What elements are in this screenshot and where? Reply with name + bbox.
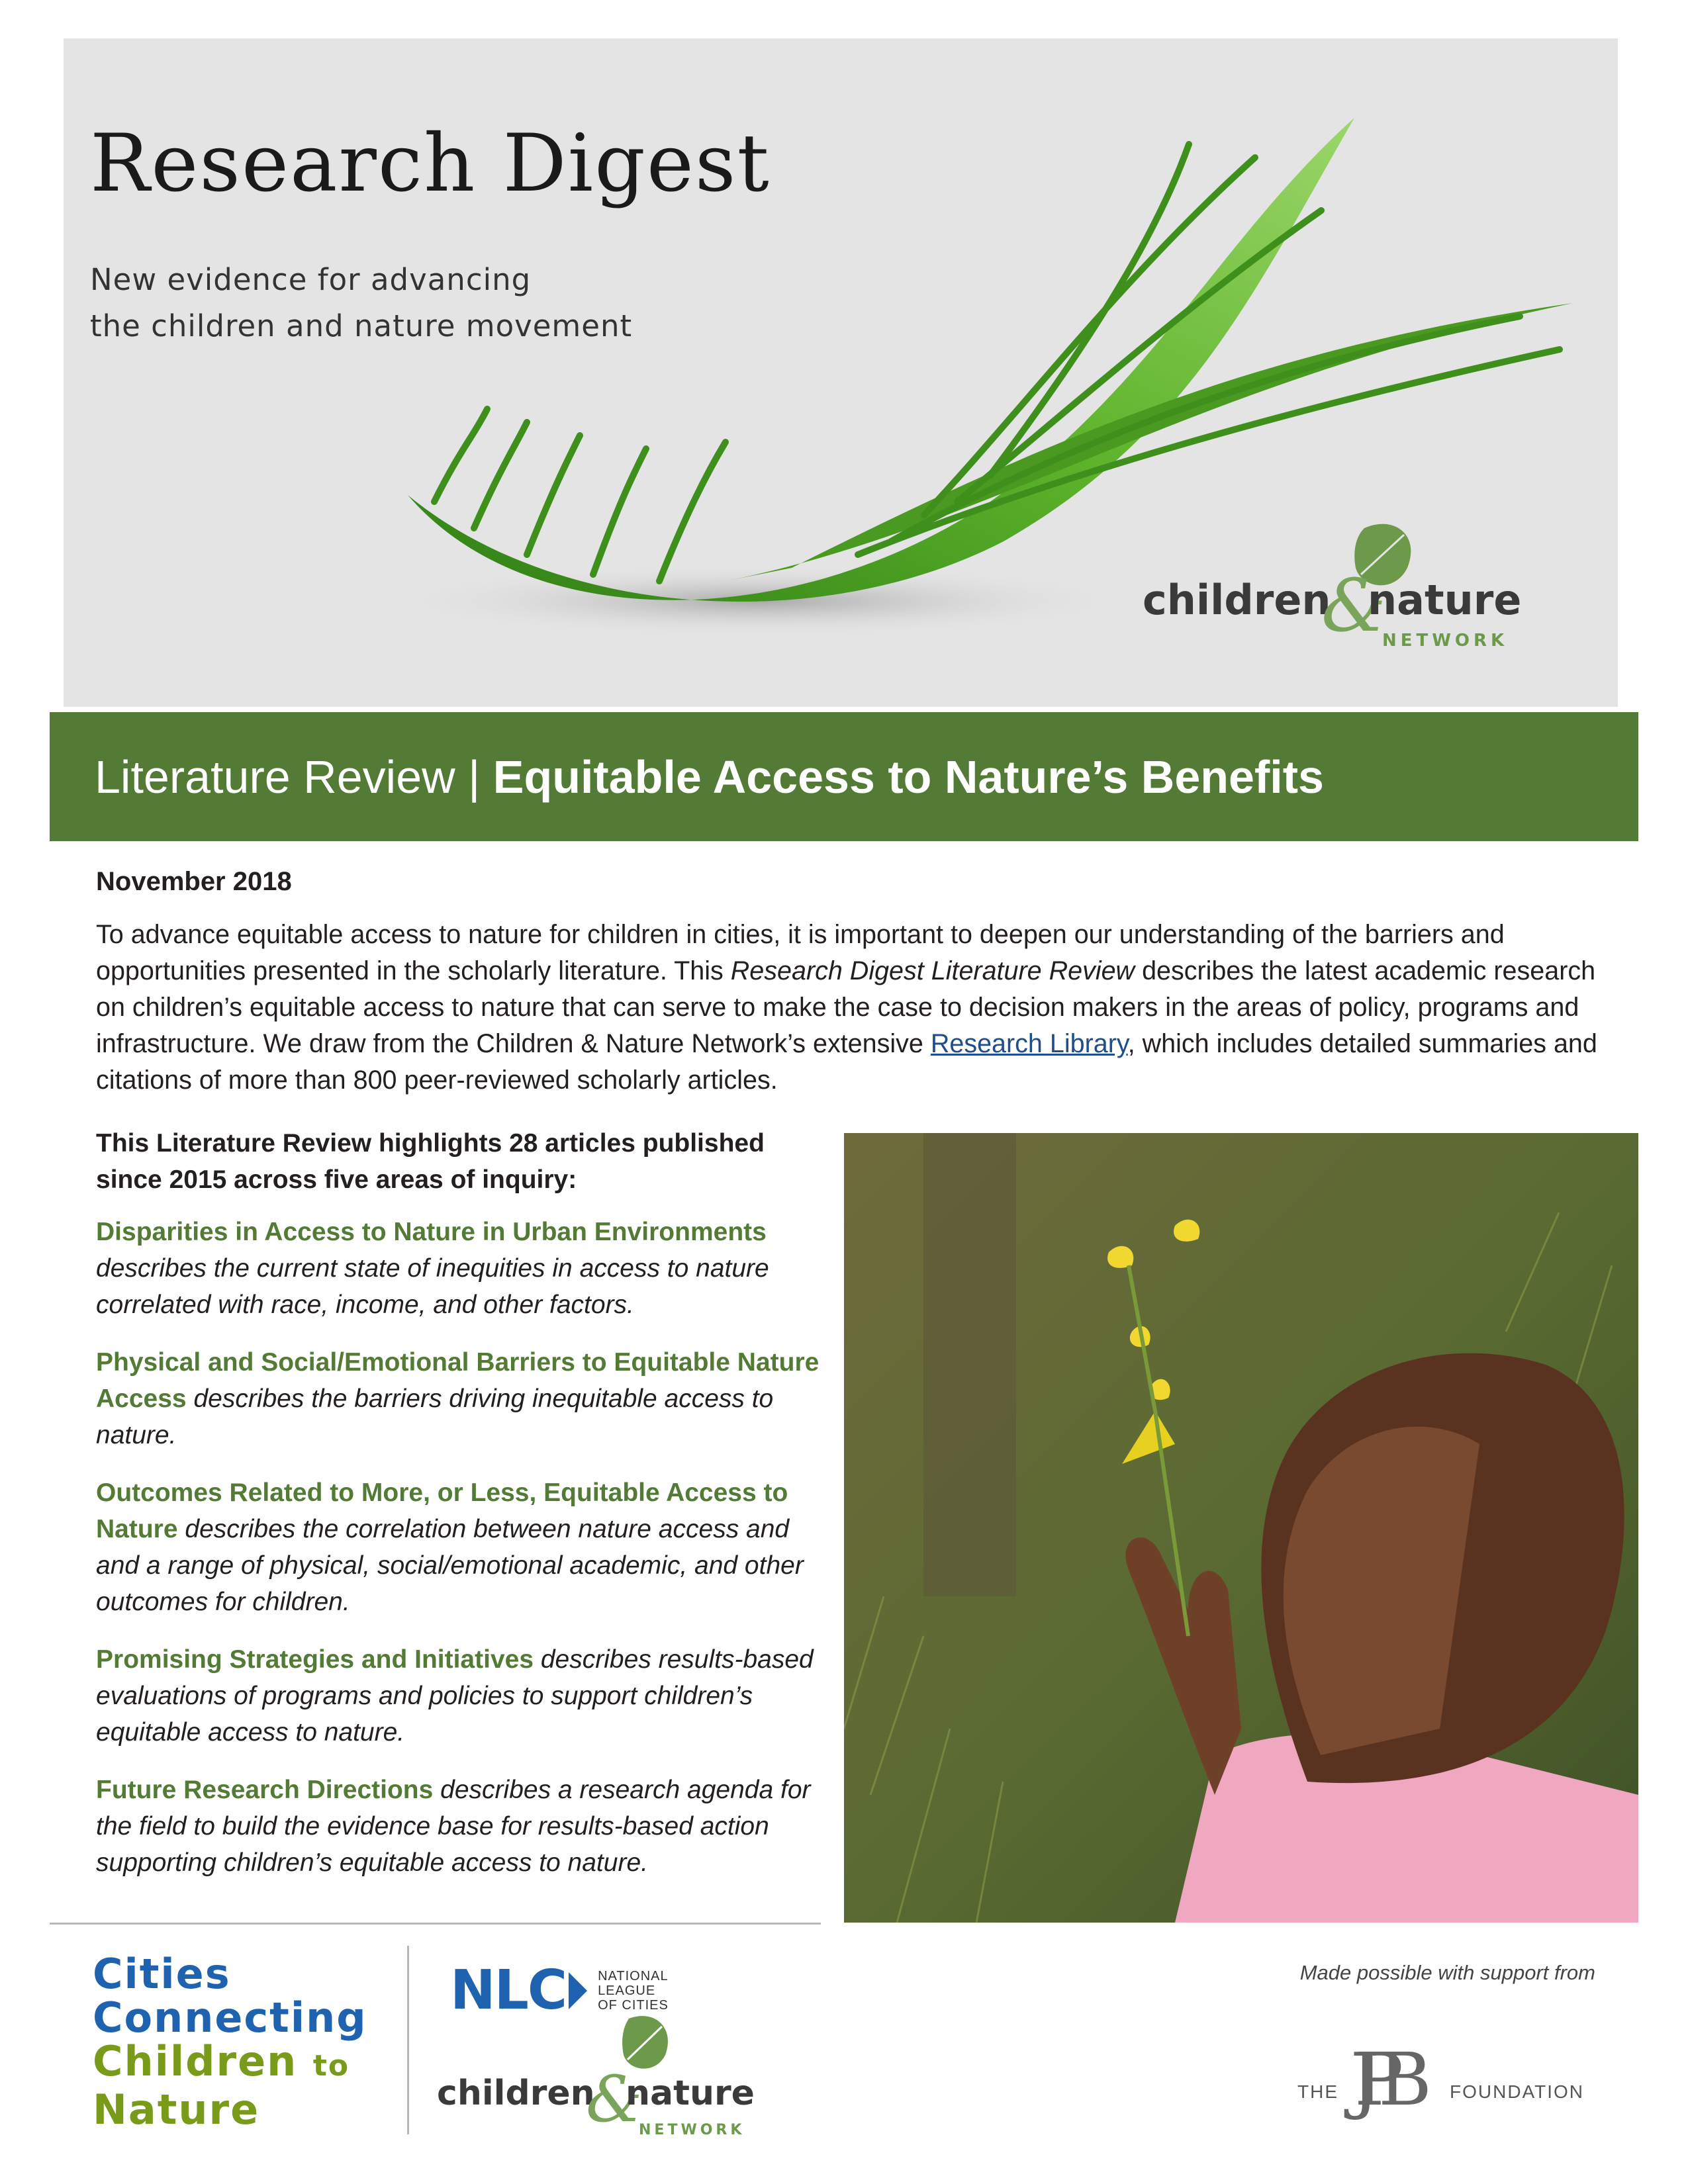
ccc-line: Connecting	[93, 1993, 367, 2042]
logo-word-children: children	[1143, 576, 1331, 624]
area-title: Disparities in Access to Nature in Urban Environments	[96, 1218, 767, 1246]
jpb-word-foundation: FOUNDATION	[1450, 2081, 1585, 2102]
ccc-line: Nature	[93, 2085, 260, 2134]
area-description: describes the barriers driving inequitable access to nature.	[96, 1385, 774, 1449]
banner-heading	[95, 751, 1324, 803]
area-description: describes a research agenda for the field to build the evidence base for results-based action supporting children’s equitable access to nature.	[96, 1776, 811, 1877]
inquiry-areas	[96, 1125, 837, 1902]
child-smelling-flower-photo	[844, 1133, 1638, 1923]
cities-connecting-children-logo	[93, 1952, 367, 2132]
section-banner	[50, 712, 1638, 841]
made-possible-note: Made possible with support from	[1299, 1961, 1595, 1984]
inquiry-area	[96, 1344, 837, 1453]
nlc-name-line: OF CITIES	[598, 1997, 669, 2013]
highlights-lead: This Literature Review highlights 28 articles published since 2015 across five areas of inquiry:	[96, 1129, 765, 1194]
inquiry-area	[96, 1214, 837, 1323]
nlc-name-line: LEAGUE	[598, 1983, 656, 1998]
logo-word-nature: nature	[1368, 576, 1522, 624]
digest-title: Research Digest	[90, 118, 771, 210]
intro-paragraph	[96, 917, 1605, 1099]
inquiry-area	[96, 1475, 837, 1620]
ccc-word: to	[312, 2049, 350, 2083]
logo-word-children: children	[437, 2073, 595, 2113]
jpb-monogram: JPB	[1350, 2038, 1407, 2122]
intro-italic: Research Digest Literature Review	[730, 956, 1135, 985]
logo-word-nature: nature	[626, 2073, 755, 2113]
intro-text: , which includes detailed summaries and citations of more than 800 peer-reviewed scholarly articles.	[96, 1029, 1597, 1095]
banner-label: Literature Review |	[95, 751, 493, 803]
inquiry-area	[96, 1641, 837, 1751]
nlc-name	[598, 1969, 669, 2013]
jpb-word-the: THE	[1297, 2081, 1338, 2102]
area-description: describes the correlation between nature access and and a range of physical, social/emotional academic, and other outcomes for children.	[96, 1515, 804, 1616]
ccc-word: Children	[93, 2037, 298, 2085]
nlc-mark: NLC	[450, 1959, 567, 2022]
subtitle-line: the children and nature movement	[90, 308, 633, 343]
intro-text: describes the latest academic research on children’s equitable access to nature that can serve to make the case to decision makers in the areas of policy, programs and infrastructure. We draw from the Children & Nature Network’s extensive	[96, 956, 1596, 1058]
footer-vertical-divider	[407, 1946, 409, 2134]
ccc-line: Cities	[93, 1950, 231, 1998]
logo-word-network: NETWORK	[639, 2122, 745, 2138]
nlc-arrow-icon	[569, 1972, 587, 2009]
area-title: Future Research Directions	[96, 1776, 434, 1804]
research-library-link[interactable]: Research Library	[930, 1029, 1128, 1058]
area-description: describes the current state of inequities in access to nature correlated with race, income, and other factors.	[96, 1254, 769, 1319]
area-title: Promising Strategies and Initiatives	[96, 1645, 534, 1674]
hero-banner	[64, 38, 1618, 707]
area-title: Physical and Social/Emotional Barriers to Equitable Nature Access	[96, 1348, 820, 1413]
inquiry-area	[96, 1772, 837, 1881]
area-title: Outcomes Related to More, or Less, Equitable Access to Nature	[96, 1479, 788, 1543]
nlc-name-line: NATIONAL	[598, 1968, 669, 1983]
publication-date: November 2018	[96, 867, 292, 896]
jpb-foundation-logo	[1297, 2038, 1602, 2138]
svg-text:&: &	[586, 2062, 643, 2136]
area-description: describes results-based evaluations of programs and policies to support children’s equitable access to nature.	[96, 1645, 814, 1747]
subtitle-line: New evidence for advancing	[90, 262, 532, 297]
logo-word-network: NETWORK	[1382, 631, 1509, 651]
svg-text:&: &	[1321, 563, 1386, 648]
digest-subtitle	[90, 257, 752, 349]
ccc-line	[93, 2037, 367, 2088]
banner-topic: Equitable Access to Nature’s Benefits	[492, 751, 1324, 803]
intro-text: To advance equitable access to nature for children in cities, it is important to deepen our understanding of the barriers and opportunities presented in the scholarly literature. This	[96, 920, 1505, 985]
children-nature-network-logo	[1143, 502, 1566, 674]
footer-divider	[50, 1923, 821, 1925]
children-nature-network-footer-logo	[437, 2012, 781, 2151]
